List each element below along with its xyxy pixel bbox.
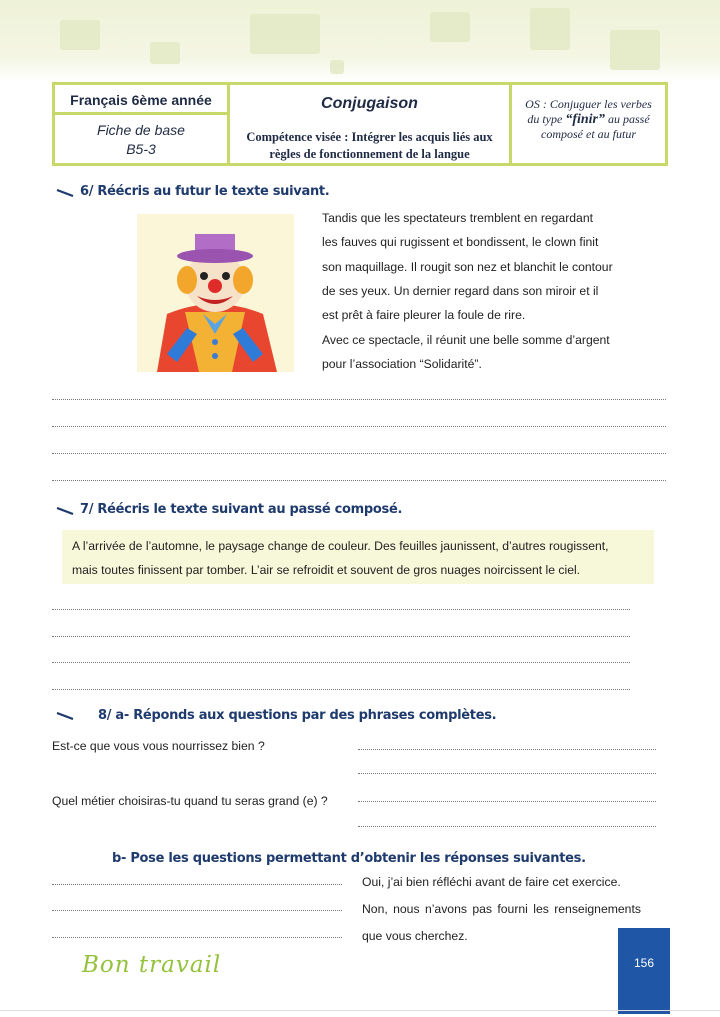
page-number-box bbox=[618, 928, 670, 1014]
pencil-icon bbox=[56, 189, 76, 197]
pencil-icon bbox=[56, 712, 76, 720]
text-line: de ses yeux. Un dernier regard dans son miroir et il bbox=[322, 284, 599, 298]
decor-square bbox=[430, 12, 470, 42]
objective-line bbox=[516, 112, 661, 127]
exercise-8a-title: 8/ a- Réponds aux questions par des phrases complètes. bbox=[98, 708, 497, 723]
decor-square bbox=[610, 30, 660, 70]
pencil-icon bbox=[56, 507, 76, 515]
bottom-divider bbox=[0, 1010, 720, 1011]
answer-line[interactable] bbox=[358, 773, 656, 774]
answer-line[interactable] bbox=[52, 662, 630, 663]
answer-line[interactable] bbox=[52, 884, 342, 885]
objective-part: au passé bbox=[605, 112, 650, 126]
decor-square bbox=[330, 60, 344, 74]
answer-line[interactable] bbox=[52, 480, 666, 481]
question-text: Quel métier choisiras-tu quand tu seras grand (e) ? bbox=[52, 794, 328, 808]
clown-illustration bbox=[137, 214, 294, 372]
page-number: 156 bbox=[633, 956, 655, 970]
answer-line[interactable] bbox=[52, 609, 630, 610]
exercise-7-title: 7/ Réécris le texte suivant au passé composé. bbox=[80, 502, 403, 517]
objective-line: OS : Conjuguer les verbes bbox=[525, 97, 652, 111]
answer-text: Oui, j’ai bien réfléchi avant de faire cet exercice. bbox=[362, 875, 621, 889]
sheet-info bbox=[55, 121, 227, 159]
answer-line[interactable] bbox=[52, 910, 342, 911]
answer-text: Non, nous n’avons pas fourni les renseignements bbox=[362, 902, 641, 916]
exercise-8b-title: b- Pose les questions permettant d’obtenir les réponses suivantes. bbox=[112, 851, 586, 866]
sheet-code: B5-3 bbox=[126, 141, 156, 157]
header-objective-cell bbox=[512, 85, 665, 163]
decor-square bbox=[250, 14, 320, 54]
answer-line[interactable] bbox=[358, 826, 656, 827]
decor-square bbox=[60, 20, 100, 50]
competence-text: Compétence visée : Intégrer les acquis liés aux règles de fonctionnement de la langue bbox=[246, 130, 493, 161]
closing-text: Bon travail bbox=[82, 952, 222, 978]
decor-square bbox=[150, 42, 180, 64]
text-line: son maquillage. Il rougit son nez et blanchit le contour bbox=[322, 260, 613, 274]
answer-line[interactable] bbox=[358, 749, 656, 750]
header-subject-cell bbox=[230, 85, 512, 163]
exercise-7-text bbox=[72, 534, 654, 582]
objective-part: du type bbox=[527, 112, 566, 126]
answer-line[interactable] bbox=[358, 801, 656, 802]
text-line: mais toutes finissent par tomber. L’air se refroidit et souvent de gros nuages noircissent le ciel. bbox=[72, 563, 581, 577]
answer-line[interactable] bbox=[52, 399, 666, 400]
text-line: Avec ce spectacle, il réunit une belle somme d’argent bbox=[322, 333, 610, 347]
header-table bbox=[52, 82, 668, 166]
top-decorative-band bbox=[0, 0, 720, 82]
answer-text: que vous cherchez. bbox=[362, 929, 468, 943]
text-line: pour l’association “Solidarité”. bbox=[322, 357, 482, 371]
exercise-6-title: 6/ Réécris au futur le texte suivant. bbox=[80, 184, 330, 199]
sheet-type: Fiche de base bbox=[97, 122, 185, 138]
text-line: est prêt à faire pleurer la foule de rire. bbox=[322, 308, 526, 322]
answer-line[interactable] bbox=[52, 689, 630, 690]
objective-verb: “finir” bbox=[565, 112, 605, 127]
objective-text bbox=[516, 97, 661, 142]
level-label: Français 6ème année bbox=[55, 85, 227, 115]
header-level-cell bbox=[55, 85, 230, 163]
subject-title: Conjugaison bbox=[321, 95, 418, 112]
answer-line[interactable] bbox=[52, 426, 666, 427]
decor-square bbox=[530, 8, 570, 50]
question-text: Est-ce que vous vous nourrissez bien ? bbox=[52, 739, 265, 753]
text-line: A l’arrivée de l’automne, le paysage change de couleur. Des feuilles jaunissent, d’autres rougissent, bbox=[72, 539, 609, 553]
text-line: Tandis que les spectateurs tremblent en regardant bbox=[322, 211, 593, 225]
answer-line[interactable] bbox=[52, 937, 342, 938]
answer-line[interactable] bbox=[52, 453, 666, 454]
text-line: les fauves qui rugissent et bondissent, le clown finit bbox=[322, 235, 599, 249]
answer-line[interactable] bbox=[52, 636, 630, 637]
objective-line: composé et au futur bbox=[541, 127, 636, 141]
